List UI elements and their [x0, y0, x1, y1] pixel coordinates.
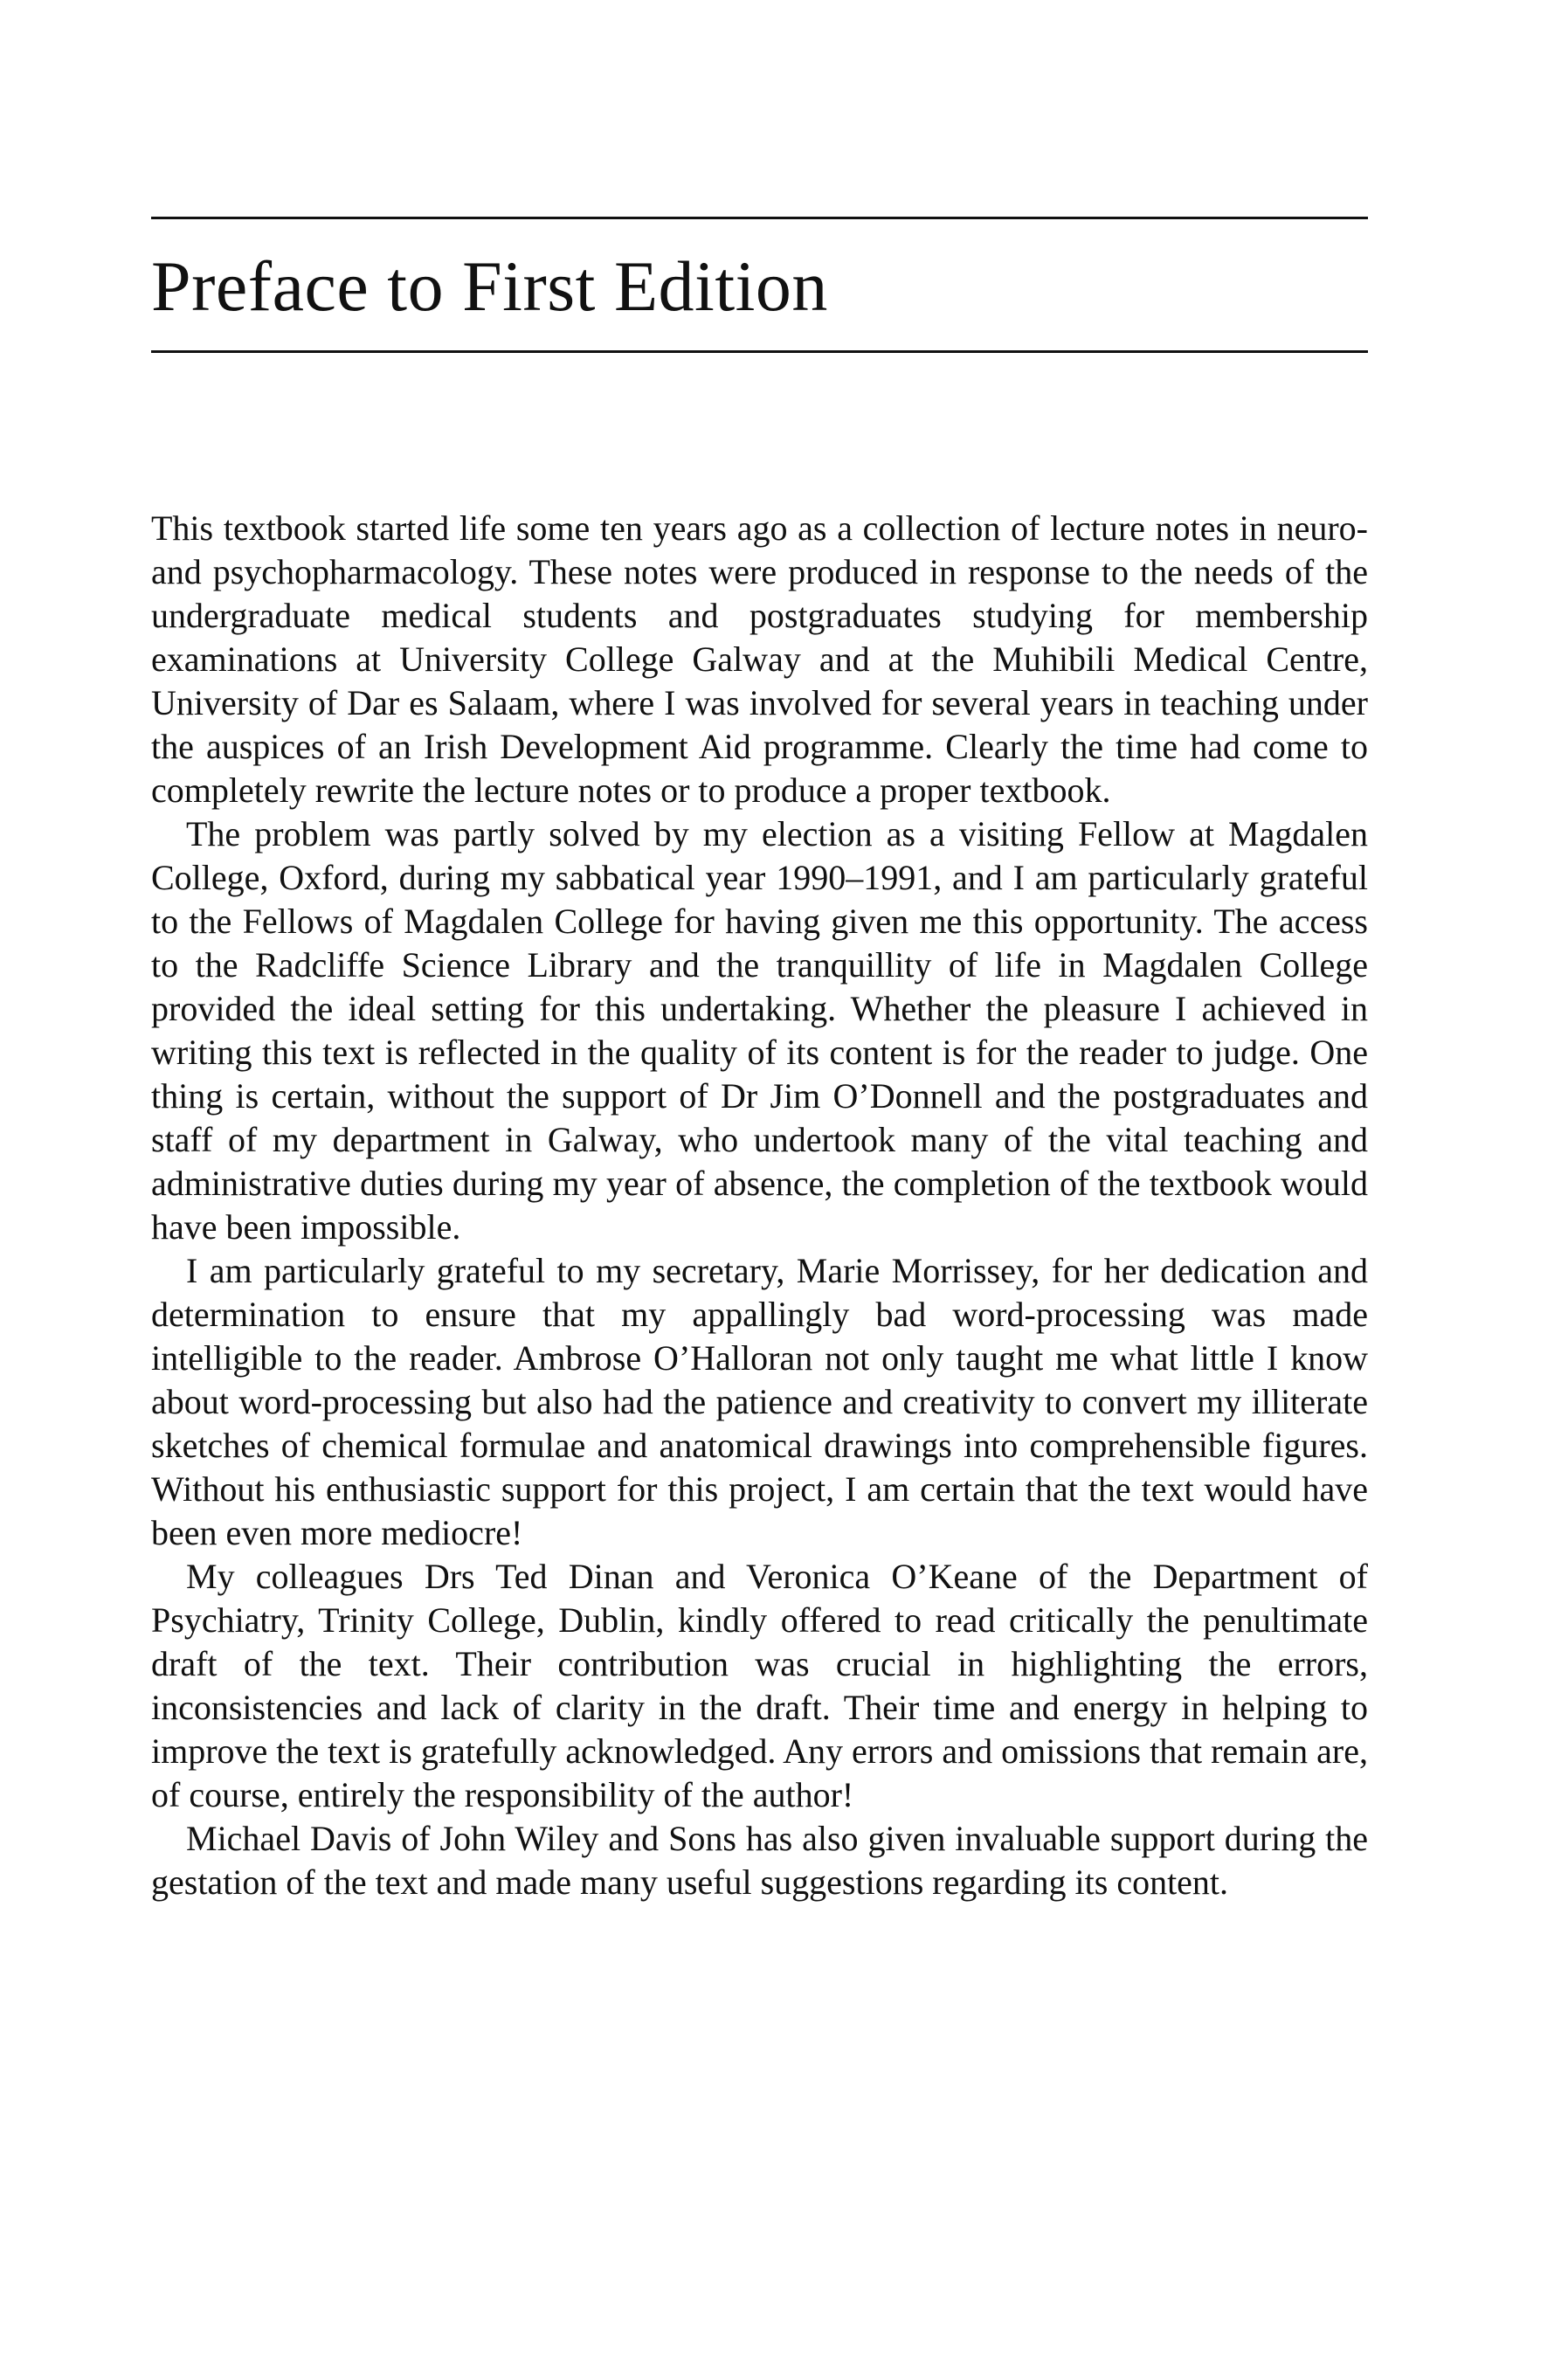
preface-body [151, 507, 1368, 1904]
paragraph-publisher: Michael Davis of John Wiley and Sons has also given invaluable support during the gestation of the text and made many useful suggestions regarding its content. [151, 1819, 1368, 1902]
page-title: Preface to First Edition [151, 246, 828, 326]
paragraph-colleagues: My colleagues Drs Ted Dinan and Veronica O’Keane of the Department of Psychiatry, Trinity College, Dublin, kindly offered to read critically the penultimate draft of the text. Their contribution was crucial in highlighting the errors, inconsistencies and lack of clarity in the draft. Their time and energy in helping to improve the text is gratefully acknowledged. Any errors and omissions that remain are, of course, entirely the responsibility of the author! [151, 1557, 1368, 1814]
paragraph-origin: This textbook started life some ten years ago as a collection of lecture notes in neuro- and psychopharmacology. These notes were produced in response to the needs of the undergraduate medical students and postgraduates studying for membership examinations at University College Galway and at the Muhibili Medical Centre, University of Dar es Salaam, where I was involved for several years in teaching under the auspices of an Irish Development Aid programme. Clearly the time had come to completely rewrite the lecture notes or to produce a proper textbook. [151, 508, 1368, 810]
title-bottom-rule [151, 350, 1368, 353]
paragraph-magdalen: The problem was partly solved by my election as a visiting Fellow at Magdalen College, Oxford, during my sabbatical year 1990–1991, and I am particularly grateful to the Fellows of Magdalen College for having given me this opportunity. The access to the Radcliffe Science Library and the tranquillity of life in Magdalen College provided the ideal setting for this undertaking. Whether the pleasure I achieved in writing this text is reflected in the quality of its content is for the reader to judge. One thing is certain, without the support of Dr Jim O’Donnell and the postgraduates and staff of my department in Galway, who undertook many of the vital teaching and administrative duties during my year of absence, the completion of the textbook would have been impossible. [151, 814, 1368, 1247]
title-top-rule [151, 217, 1368, 219]
paragraph-secretary: I am particularly grateful to my secretary, Marie Morrissey, for her dedication and determination to ensure that my appallingly bad word-processing was made intelligible to the reader. Ambrose O’Halloran not only taught me what little I know about word-processing but also had the patience and creativity to convert my illiterate sketches of chemical formulae and anatomical drawings into comprehensible figures. Without his enthusiastic support for this project, I am certain that the text would have been even more mediocre! [151, 1251, 1368, 1552]
